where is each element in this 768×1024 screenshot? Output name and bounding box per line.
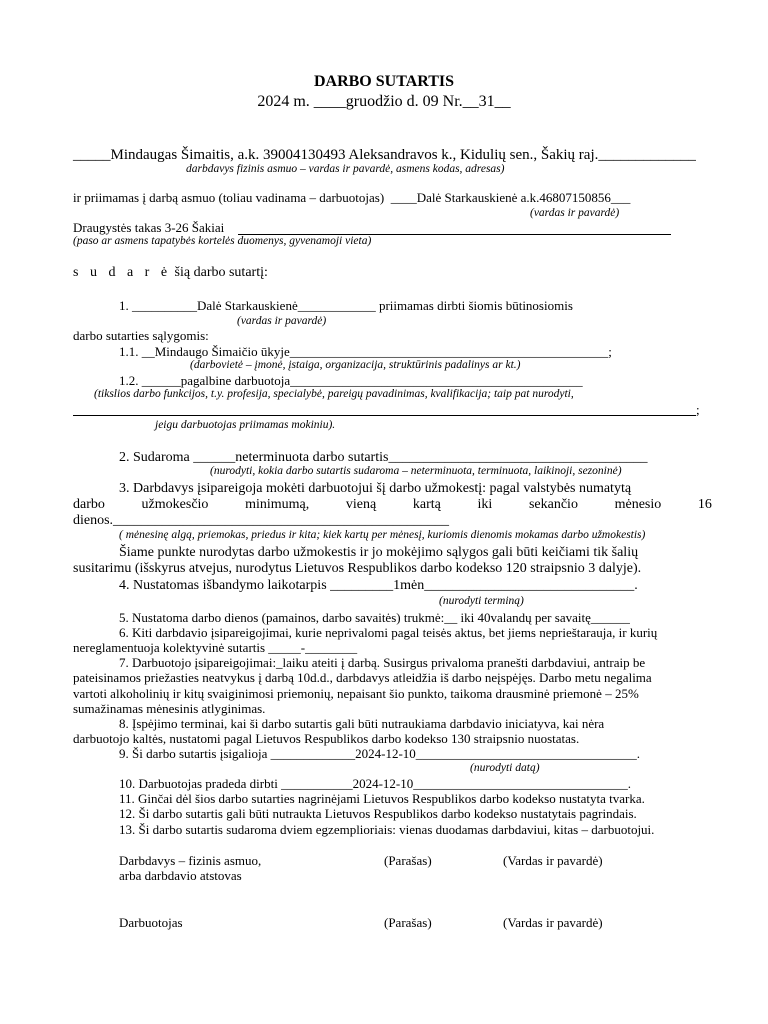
clause9-caption: (nurodyti datą) bbox=[470, 762, 540, 774]
clause1-line: 1. __________Dalė Starkauskienė____________ priimamas dirbti šiomis būtinosiomis bbox=[119, 298, 573, 313]
clause8-line1: 8. Įspėjimo terminai, kai ši darbo sutartis gali būti nutraukiama darbdavio iniciatyva, kai nėra bbox=[119, 716, 605, 731]
clause3-word: užmokesčio bbox=[141, 497, 209, 512]
employee-sign-label: Darbuotojas bbox=[119, 915, 183, 930]
clause3-word: 16 bbox=[697, 497, 712, 512]
employee-caption: (vardas ir pavardė) bbox=[530, 207, 620, 219]
clause1-2-semicolon: ; bbox=[696, 402, 700, 417]
date-number-line: 2024 m. ____gruodžio d. 09 Nr.__31__ bbox=[257, 93, 511, 110]
clause3-word: vieną bbox=[345, 497, 377, 512]
clause3-word: iki bbox=[477, 497, 493, 512]
clause3-line2 bbox=[73, 498, 712, 512]
employer-signature: (Parašas) bbox=[384, 853, 432, 868]
clause1-2-caption2: jeigu darbuotojas priimamas mokiniu). bbox=[155, 419, 336, 431]
employee-signature: (Parašas) bbox=[384, 915, 432, 930]
clause7-line3: vartoti alkoholinių ir kitų svaiginimosi priemonių, nepaisant šio punkto, taikoma drausminė priemonė – 25% bbox=[73, 686, 639, 701]
clause1-1: 1.1. __Mindaugo Šimaičio ūkyje_________________________________________________; bbox=[119, 344, 612, 359]
clause4-line: 4. Nustatomas išbandymo laikotarpis _________1mėn______________________________. bbox=[119, 578, 638, 593]
employer-sign-label: Darbdavys – fizinis asmuo, bbox=[119, 853, 262, 868]
clause1-2-rule bbox=[73, 415, 696, 416]
clause8-line2: darbuotojo kaltės, nustatomi pagal Lietuvos Respublikos darbo kodekso 130 straipsnio nuostatas. bbox=[73, 731, 580, 746]
clause3-word: kartą bbox=[412, 497, 441, 512]
employer-name: (Vardas ir pavardė) bbox=[503, 853, 603, 868]
clause5-line: 5. Nustatoma darbo dienos (pamainos, darbo savaitės) trukmė:__ iki 40valandų per savaitę______ bbox=[119, 610, 630, 625]
clause1-2: 1.2. ______pagalbine darbuotoja_____________________________________________ bbox=[119, 373, 583, 388]
clause13-line: 13. Ši darbo sutartis sudaroma dviem egzemplioriais: vienas duodamas darbdaviui, kitas – darbuotojui. bbox=[119, 822, 655, 837]
clause3-note2: susitarimu (išskyrus atvejus, nurodytus Lietuvos Respublikos darbo kodekso 120 straipsnio 3 dalyje). bbox=[73, 561, 642, 576]
employer-sign-label2: arba darbdavio atstovas bbox=[119, 868, 242, 883]
clause3-caption: ( mėnesinę algą, priemokas, priedus ir kita; kiek kartų per mėnesį, kuriomis dienomis mokamas darbo užmokestis) bbox=[119, 529, 646, 541]
intro-rest: šią darbo sutartį: bbox=[174, 265, 268, 280]
employer-line: _____Mindaugas Šimaitis, a.k. 39004130493 Aleksandravos k., Kidulių sen., Šakių raj._____________ bbox=[73, 147, 696, 163]
clause3-line1: 3. Darbdavys įsipareigoja mokėti darbuotojui šį darbo užmokestį: pagal valstybės numatytą bbox=[119, 481, 632, 496]
employee-line: ir priimamas į darbą asmuo (toliau vadinama – darbuotojas) ____Dalė Starkauskienė a.k.46807150856___ bbox=[73, 190, 631, 205]
intro-line bbox=[73, 266, 268, 280]
clause1-1-caption: (darbovietė – įmonė, įstaiga, organizacija, struktūrinis padalinys ar kt.) bbox=[190, 359, 521, 371]
clause7-line1: 7. Darbuotojo įsipareigojimai:_laiku ateiti į darbą. Susirgus privaloma pranešti darbdaviui, antraip be bbox=[119, 655, 646, 670]
clause3-line3: dienos.________________________________________________ bbox=[73, 513, 450, 528]
clause1-2-caption: (tikslios darbo funkcijos, t.y. profesija, specialybė, pareigų pavadinimas, kvalifikacija; taip pat nurodyti, bbox=[94, 388, 574, 400]
clause12-line: 12. Ši darbo sutartis gali būti nutraukta Lietuvos Respublikos darbo kodekso nustatytais pagrindais. bbox=[119, 806, 637, 821]
clause7-line2: pateisinamos priežasties neatvykus į darbą 10d.d., darbdavys atleidžia iš darbo neįspėjęs. Darbo metu negalima bbox=[73, 670, 652, 685]
clause1-caption: (vardas ir pavardė) bbox=[237, 315, 327, 327]
clause11-line: 11. Ginčai dėl šios darbo sutarties nagrinėjami Lietuvos Respublikos darbo kodekso nustatyta tvarka. bbox=[119, 791, 645, 806]
clause3-word: sekančio bbox=[528, 497, 578, 512]
employee-address: Draugystės takas 3-26 Šakiai bbox=[73, 220, 225, 235]
employer-caption: darbdavys fizinis asmuo – vardas ir pavardė, asmens kodas, adresas) bbox=[186, 163, 505, 175]
employee-name: (Vardas ir pavardė) bbox=[503, 915, 603, 930]
clause2-caption: (nurodyti, kokia darbo sutartis sudaroma – neterminuota, terminuota, laikinoji, sezoninė) bbox=[210, 465, 622, 477]
intro-spaced: s u d a r ė bbox=[73, 265, 172, 280]
clause6-line1: 6. Kiti darbdavio įsipareigojimai, kurie neprivalomi pagal teisės aktus, bet jiems neprieštarauja, ir kurių bbox=[119, 625, 658, 640]
address-caption: (paso ar asmens tapatybės kortelės duomenys, gyvenamoji vieta) bbox=[73, 235, 372, 247]
clause7-line4: sumažinamas mėnesinis atlyginimas. bbox=[73, 701, 266, 716]
clause3-word: mėnesio bbox=[614, 497, 662, 512]
clause6-line2: nereglamentuoja kolektyvinė sutartis _____-________ bbox=[73, 640, 358, 655]
clause3-word: minimumą, bbox=[245, 497, 310, 512]
clause4-caption: (nurodyti terminą) bbox=[439, 595, 524, 607]
clause3-word: darbo bbox=[73, 497, 105, 512]
clause9-line: 9. Ši darbo sutartis įsigalioja _____________2024-12-10__________________________________. bbox=[119, 746, 641, 761]
clause10-line: 10. Darbuotojas pradeda dirbti ___________2024-12-10_________________________________. bbox=[119, 776, 632, 791]
clause2-line: 2. Sudaroma ______neterminuota darbo sutartis_____________________________________ bbox=[119, 450, 648, 465]
clause3-note1: Šiame punkte nurodytas darbo užmokestis ir jo mokėjimo sąlygos gali būti keičiami tik šalių bbox=[119, 545, 639, 560]
document-title: DARBO SUTARTIS bbox=[313, 73, 455, 90]
clause1-cont: darbo sutarties sąlygomis: bbox=[73, 328, 209, 343]
